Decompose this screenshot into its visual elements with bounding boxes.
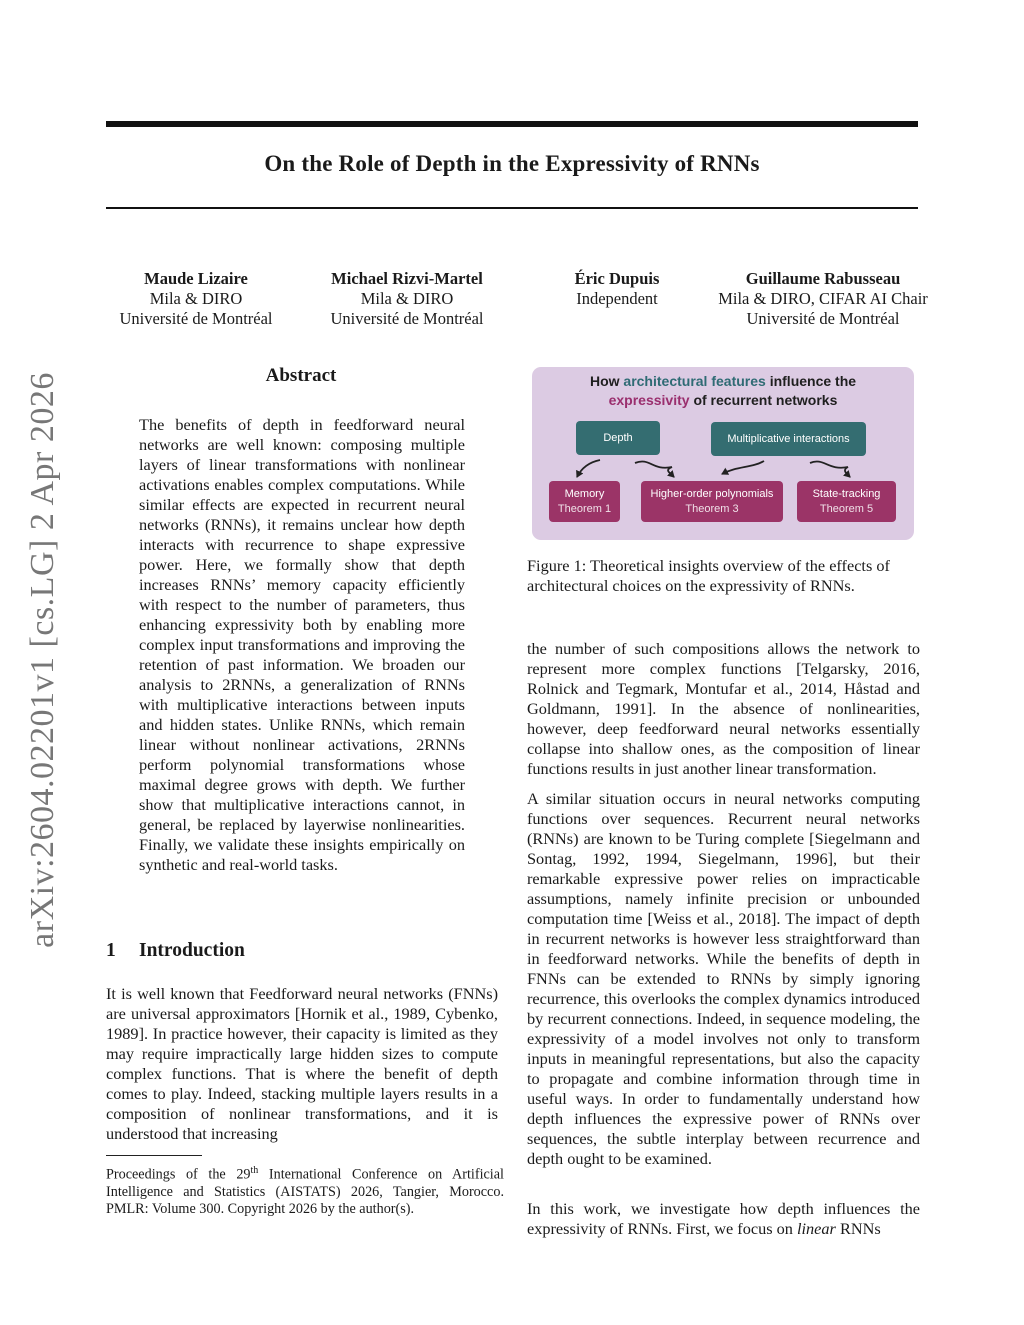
box-memory-theorem: Theorem 1 xyxy=(557,502,612,515)
box-state-theorem: Theorem 5 xyxy=(819,502,874,515)
author-affiliation: Université de Montréal xyxy=(330,309,484,328)
abstract-heading: Abstract xyxy=(265,365,337,386)
arxiv-identifier: arXiv:2604.02201v1 [cs.LG] 2 Apr 2026 xyxy=(24,372,61,948)
footnote-rule xyxy=(106,1155,202,1156)
author-4 xyxy=(700,269,946,329)
title-bottom-rule xyxy=(106,207,918,209)
box-memory-label: Memory xyxy=(564,487,605,500)
author-affiliation: Mila & DIRO xyxy=(149,289,243,308)
author-2 xyxy=(307,269,507,329)
paper-title: On the Role of Depth in the Expressivity of RNNs xyxy=(264,151,760,176)
col2-paragraph-2: A similar situation occurs in neural networks computing functions over sequences. Recurrent neural networks (RNNs) are known to be Turing complete [Siegelmann and Sontag, 1992, 1994, Siegelmann, 1996], but their remarkable expressive power relies on impracticable assumptions, namely infinite precision or unbounded computation time [Weiss et al., 2018]. The impact of depth in recurrent networks is however less straightforward than in feedforward networks. While the benefits of depth in FNNs can be extended to RNNs by simply ignoring recurrence, this overlooks the complex dynamics introduced by recurrent connections. Indeed, in sequence modeling, the expressivity of a model involves not only to transform inputs in meaningful representations, but also the capacity to propagate and combine information through time in useful ways. In order to fundamentally understand how depth influences the expressive power of RNNs over sequences, the subtle interplay between recurrence and depth ought to be examined. xyxy=(527,789,920,1168)
box-poly-label: Higher-order polynomials xyxy=(650,487,774,500)
box-depth-label: Depth xyxy=(603,431,633,444)
box-state-label: State-tracking xyxy=(812,487,881,500)
figure-title-line-1: How architectural features influence the xyxy=(589,373,857,389)
paragraph-emphasis: linear xyxy=(796,1219,836,1238)
section-number: 1 xyxy=(106,940,116,961)
author-affiliation: Mila & DIRO xyxy=(360,289,454,308)
box-multiplicative-interactions xyxy=(711,422,866,456)
box-depth xyxy=(576,421,660,455)
col2-paragraph-3 xyxy=(527,1199,920,1239)
figure-title-line-2: expressivity of recurrent networks xyxy=(608,392,838,408)
box-higher-order-polynomials xyxy=(641,481,783,522)
author-affiliation: Mila & DIRO, CIFAR AI Chair xyxy=(718,289,928,308)
author-affiliation: Université de Montréal xyxy=(119,309,273,328)
footnote-text: Proceedings of the 29 xyxy=(106,1166,251,1183)
abstract-text: The benefits of depth in feedforward neural networks are well known: composing multiple layers of linear transformations with nonlinear activations enables complex computations. While similar effects are expected in recurrent neural networks (RNNs), it remains unclear how depth interacts with recurrence to shape expressive power. Here, we formally show that depth increases RNNs’ memory capacity efficiently with respect to the number of parameters, thus enhancing expressivity both by enabling more complex input transformations and improving the retention of past information. We broaden our analysis to 2RNNs, a generalization of RNNs with multiplicative interactions between inputs and hidden states. Unlike RNNs, which remain linear without nonlinear activations, 2RNNs perform polynomial transformations whose maximal degree grows with depth. We further show that multiplicative interactions cannot, in general, be replaced by layerwise nonlinearities. Finally, we validate these insights empirically on synthetic and real-world tasks. xyxy=(139,415,465,874)
paragraph-text: RNNs xyxy=(839,1219,881,1238)
col2-paragraph-1: the number of such compositions allows the network to represent more complex functions [Telgarsky, 2016, Rolnick and Tegmark, Montufar et al., 2014, Håstad and Goldmann, 1991]. In the absence of nonlinearities, however, deep feedforward neural networks essentially collapse into shallow ones, as the composition of linear functions results in just another linear transformation. xyxy=(527,639,920,778)
arrow-depth-to-poly xyxy=(635,461,674,477)
author-name: Michael Rizvi-Martel xyxy=(331,269,483,288)
intro-paragraph: It is well known that Feedforward neural networks (FNNs) are universal approximators [Hornik et al., 1989, Cybenko, 1989]. In practice however, their capacity is limited as they may require impractically large hidden sizes to compute complex functions. That is where the benefit of depth comes to play. Indeed, stacking multiple layers results in a composition of nonlinear transformations, and it is understood that increasing xyxy=(106,984,498,1143)
author-name: Guillaume Rabusseau xyxy=(745,269,901,288)
author-1 xyxy=(96,269,296,329)
section-title: Introduction xyxy=(139,940,245,961)
author-affiliation: Independent xyxy=(576,289,658,308)
paragraph-text: In this work, we investigate how depth influences the expressivity of RNNs. First, we focus on xyxy=(527,1199,920,1238)
arrow-mult-to-state xyxy=(810,461,850,477)
author-affiliation: Université de Montréal xyxy=(746,309,900,328)
box-mult-label: Multiplicative interactions xyxy=(727,432,850,445)
footnote-text: International Conference on Artificial Intelligence and Statistics (AISTATS) 2026, Tangier, Morocco. PMLR: Volume 300. Copyright 2026 by the author(s). xyxy=(106,1166,504,1217)
box-memory xyxy=(549,481,620,522)
section-heading-introduction xyxy=(106,940,245,962)
arrow-depth-to-memory xyxy=(577,460,600,477)
footnote xyxy=(106,1162,504,1218)
author-name: Maude Lizaire xyxy=(144,269,248,288)
author-3 xyxy=(547,269,687,309)
figure-caption: Figure 1: Theoretical insights overview of the effects of architectural choices on the expressivity of RNNs. xyxy=(527,556,890,595)
arrow-mult-to-poly xyxy=(722,461,764,474)
figure-1 xyxy=(532,367,914,540)
box-state-tracking xyxy=(797,481,896,522)
box-poly-theorem: Theorem 3 xyxy=(685,502,739,515)
author-name: Éric Dupuis xyxy=(574,269,660,288)
title-top-rule xyxy=(106,121,918,127)
footnote-superscript: th xyxy=(250,1165,259,1176)
